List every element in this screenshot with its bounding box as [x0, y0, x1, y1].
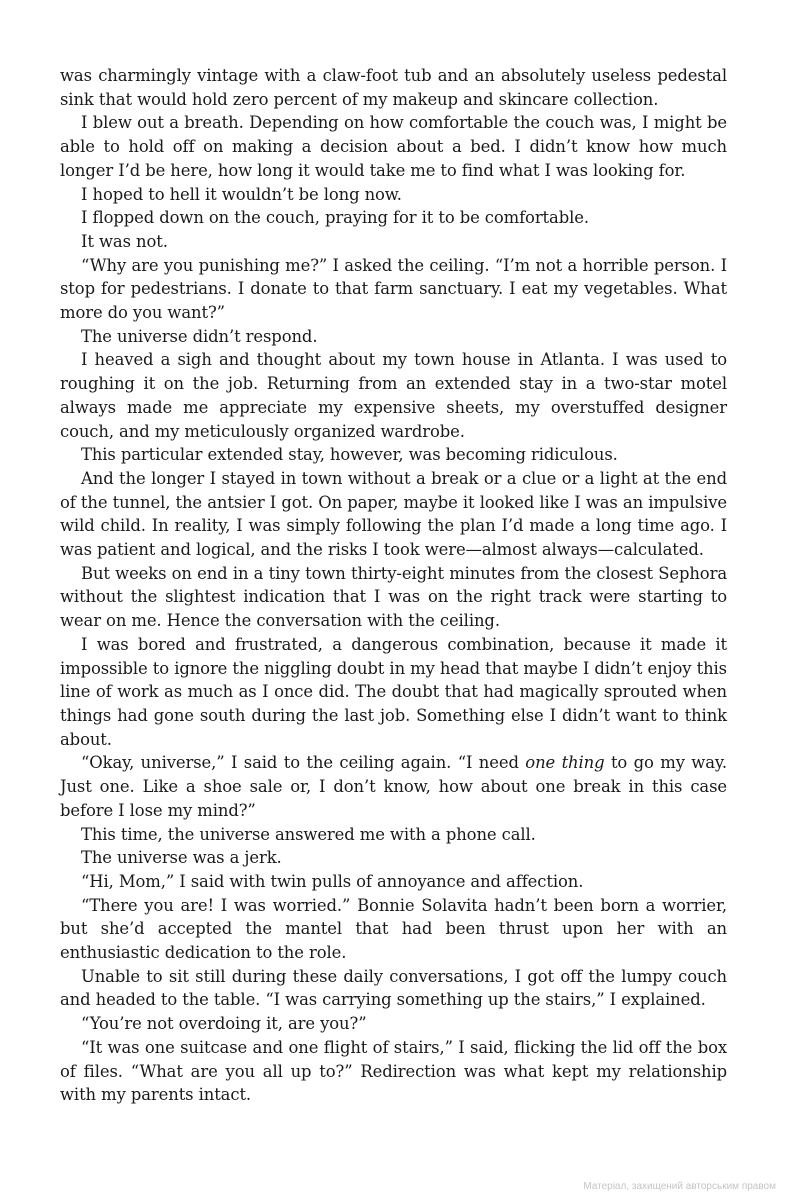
copyright-watermark: Матеріал, захищений авторським правом: [583, 1181, 776, 1192]
paragraph-18: Unable to sit still during these daily conversations, I got off the lumpy couch and headed to the table. “I was carrying something up the stairs,” I explained.: [60, 966, 727, 1010]
paragraph-13: [60, 751, 727, 822]
paragraph-12: I was bored and frustrated, a dangerous combination, because it made it impossible to ignore the niggling doubt in my head that maybe I didn’t enjoy this line of work as much as I once did. The doubt that had magically sprouted when things had gone south during the last job. Something else I didn’t want to think about.: [60, 634, 727, 749]
paragraph-20: “It was one suitcase and one flight of stairs,” I said, flicking the lid off the box of files. “What are you all up to?” Redirection was what kept my relationship with my parents intact.: [60, 1037, 727, 1105]
paragraph-4: I flopped down on the couch, praying for it to be comfortable.: [81, 208, 589, 228]
paragraph-6: “Why are you punishing me?” I asked the ceiling. “I’m not a horrible person. I stop for pedestrians. I donate to that farm sanctuary. I eat my vegetables. What more do you want?”: [60, 255, 727, 323]
paragraph-14: This time, the universe answered me with a phone call.: [81, 824, 536, 844]
paragraph-13-emphasis: one thing: [525, 753, 605, 773]
paragraph-11: But weeks on end in a tiny town thirty-eight minutes from the closest Sephora without the slightest indication that I was on the right track were starting to wear on me. Hence the conversation with the ceiling.: [60, 563, 727, 631]
paragraph-19: “You’re not overdoing it, are you?”: [81, 1014, 367, 1034]
paragraph-15: The universe was a jerk.: [81, 848, 282, 868]
paragraph-13-before: “Okay, universe,” I said to the ceiling again. “I need: [81, 753, 526, 773]
paragraph-13-after: to go my way. Just one. Like a shoe sale or, I don’t know, how about one break in this case before I lose my mind?”: [60, 753, 727, 820]
paragraph-17: “There you are! I was worried.” Bonnie Solavita hadn’t been born a worrier, but she’d accepted the mantel that had been thrust upon her with an enthusiastic dedication to the role.: [60, 895, 727, 963]
page-body: [60, 64, 727, 1107]
paragraph-1: was charmingly vintage with a claw-foot tub and an absolutely useless pedestal sink that would hold zero percent of my makeup and skincare collection.: [60, 66, 727, 109]
paragraph-8: I heaved a sigh and thought about my town house in Atlanta. I was used to roughing it on the job. Returning from an extended stay in a two-star motel always made me appreciate my expensive sheets, my overstuffed designer couch, and my meticulously organized wardrobe.: [60, 350, 727, 441]
paragraph-10: And the longer I stayed in town without a break or a clue or a light at the end of the tunnel, the antsier I got. On paper, maybe it looked like I was an impulsive wild child. In reality, I was simply following the plan I’d made a long time ago. I was patient and logical, and the risks I took were—almost always—calculated.: [60, 468, 727, 560]
paragraph-9: This particular extended stay, however, was becoming ridiculous.: [81, 445, 618, 465]
paragraph-5: It was not.: [81, 231, 168, 251]
paragraph-2: I blew out a breath. Depending on how comfortable the couch was, I might be able to hold off on making a decision about a bed. I didn’t know how much longer I’d be here, how long it would take me to find what I was looking for.: [60, 113, 727, 180]
paragraph-7: The universe didn’t respond.: [81, 326, 318, 346]
paragraph-3: I hoped to hell it wouldn’t be long now.: [81, 184, 402, 204]
paragraph-16: “Hi, Mom,” I said with twin pulls of annoyance and affection.: [81, 871, 584, 891]
